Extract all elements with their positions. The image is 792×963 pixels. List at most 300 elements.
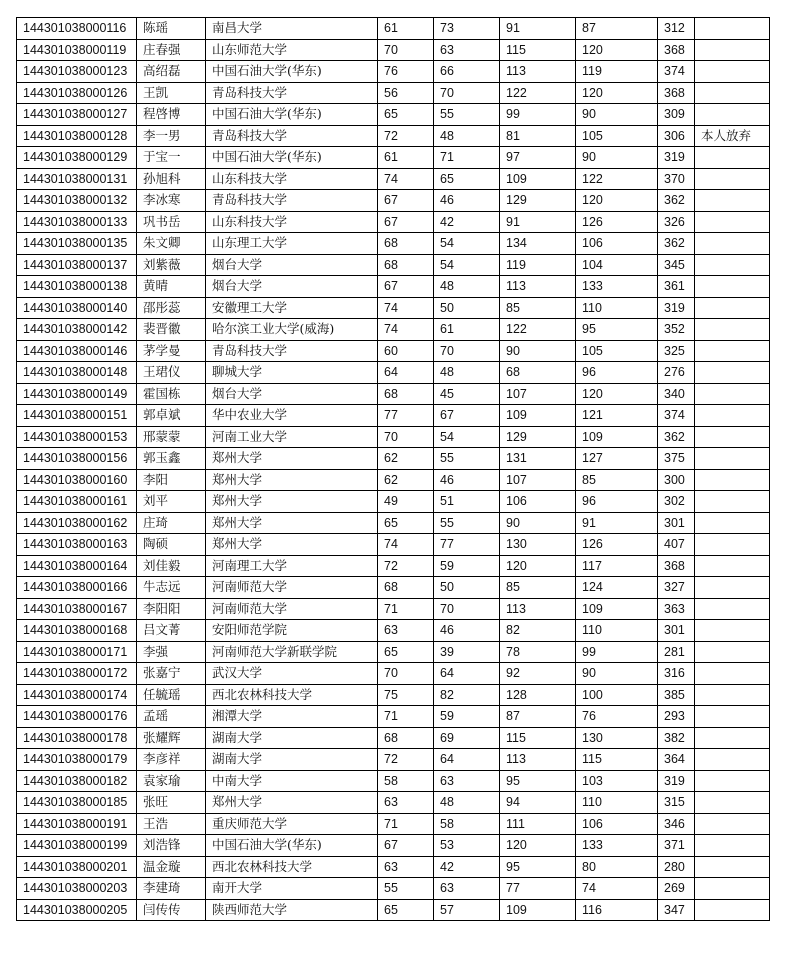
name-cell: 李冰寒 <box>137 190 206 212</box>
score3-cell: 107 <box>500 383 576 405</box>
table-row <box>17 641 770 663</box>
candidate-id-cell: 144301038000133 <box>17 211 137 233</box>
total-cell: 276 <box>658 362 695 384</box>
score1-cell: 67 <box>378 190 434 212</box>
name-cell: 黄晴 <box>137 276 206 298</box>
total-cell: 319 <box>658 147 695 169</box>
candidate-id-cell: 144301038000160 <box>17 469 137 491</box>
school-cell: 烟台大学 <box>206 254 378 276</box>
score4-cell: 85 <box>576 469 658 491</box>
remark-cell <box>695 813 770 835</box>
school-cell: 中国石油大学(华东) <box>206 147 378 169</box>
name-cell: 高绍磊 <box>137 61 206 83</box>
candidate-id-cell: 144301038000182 <box>17 770 137 792</box>
remark-cell <box>695 792 770 814</box>
score1-cell: 68 <box>378 233 434 255</box>
name-cell: 刘紫薇 <box>137 254 206 276</box>
score3-cell: 82 <box>500 620 576 642</box>
school-cell: 湘潭大学 <box>206 706 378 728</box>
score3-cell: 129 <box>500 190 576 212</box>
score3-cell: 94 <box>500 792 576 814</box>
remark-cell <box>695 512 770 534</box>
name-cell: 裴晋徽 <box>137 319 206 341</box>
score-table <box>16 17 770 921</box>
score3-cell: 109 <box>500 168 576 190</box>
candidate-id-cell: 144301038000153 <box>17 426 137 448</box>
remark-cell <box>695 835 770 857</box>
score2-cell: 45 <box>434 383 500 405</box>
score2-cell: 59 <box>434 555 500 577</box>
total-cell: 326 <box>658 211 695 233</box>
score2-cell: 48 <box>434 125 500 147</box>
table-row <box>17 835 770 857</box>
school-cell: 湖南大学 <box>206 749 378 771</box>
score4-cell: 119 <box>576 61 658 83</box>
table-row <box>17 104 770 126</box>
score3-cell: 99 <box>500 104 576 126</box>
score3-cell: 111 <box>500 813 576 835</box>
candidate-id-cell: 144301038000178 <box>17 727 137 749</box>
table-row <box>17 405 770 427</box>
table-row <box>17 555 770 577</box>
table-row <box>17 620 770 642</box>
score2-cell: 63 <box>434 878 500 900</box>
school-cell: 河南师范大学新联学院 <box>206 641 378 663</box>
name-cell: 李彦祥 <box>137 749 206 771</box>
school-cell: 中国石油大学(华东) <box>206 61 378 83</box>
total-cell: 385 <box>658 684 695 706</box>
school-cell: 中国石油大学(华东) <box>206 835 378 857</box>
school-cell: 青岛科技大学 <box>206 82 378 104</box>
candidate-id-cell: 144301038000142 <box>17 319 137 341</box>
score1-cell: 56 <box>378 82 434 104</box>
name-cell: 刘佳毅 <box>137 555 206 577</box>
remark-cell <box>695 620 770 642</box>
score2-cell: 61 <box>434 319 500 341</box>
table-row <box>17 663 770 685</box>
score4-cell: 120 <box>576 190 658 212</box>
score3-cell: 81 <box>500 125 576 147</box>
remark-cell <box>695 297 770 319</box>
total-cell: 362 <box>658 233 695 255</box>
score4-cell: 74 <box>576 878 658 900</box>
candidate-id-cell: 144301038000167 <box>17 598 137 620</box>
remark-cell <box>695 276 770 298</box>
candidate-id-cell: 144301038000162 <box>17 512 137 534</box>
score2-cell: 53 <box>434 835 500 857</box>
score1-cell: 64 <box>378 362 434 384</box>
candidate-id-cell: 144301038000161 <box>17 491 137 513</box>
score2-cell: 54 <box>434 254 500 276</box>
score3-cell: 120 <box>500 835 576 857</box>
name-cell: 吕文菁 <box>137 620 206 642</box>
total-cell: 371 <box>658 835 695 857</box>
remark-cell <box>695 577 770 599</box>
table-row <box>17 448 770 470</box>
score4-cell: 104 <box>576 254 658 276</box>
score1-cell: 63 <box>378 620 434 642</box>
candidate-id-cell: 144301038000171 <box>17 641 137 663</box>
score3-cell: 78 <box>500 641 576 663</box>
score4-cell: 110 <box>576 620 658 642</box>
score2-cell: 48 <box>434 362 500 384</box>
candidate-id-cell: 144301038000164 <box>17 555 137 577</box>
remark-cell <box>695 383 770 405</box>
score3-cell: 115 <box>500 39 576 61</box>
score1-cell: 61 <box>378 147 434 169</box>
score4-cell: 126 <box>576 534 658 556</box>
score4-cell: 133 <box>576 276 658 298</box>
score2-cell: 55 <box>434 448 500 470</box>
remark-cell <box>695 555 770 577</box>
total-cell: 361 <box>658 276 695 298</box>
score3-cell: 113 <box>500 749 576 771</box>
school-cell: 山东科技大学 <box>206 168 378 190</box>
score2-cell: 48 <box>434 276 500 298</box>
remark-cell <box>695 770 770 792</box>
score1-cell: 76 <box>378 61 434 83</box>
candidate-id-cell: 144301038000203 <box>17 878 137 900</box>
remark-cell: 本人放弃 <box>695 125 770 147</box>
score1-cell: 65 <box>378 512 434 534</box>
remark-cell <box>695 684 770 706</box>
candidate-id-cell: 144301038000146 <box>17 340 137 362</box>
remark-cell <box>695 749 770 771</box>
score1-cell: 74 <box>378 297 434 319</box>
score2-cell: 55 <box>434 104 500 126</box>
table-row <box>17 18 770 40</box>
score2-cell: 82 <box>434 684 500 706</box>
score4-cell: 99 <box>576 641 658 663</box>
name-cell: 王珺仪 <box>137 362 206 384</box>
score2-cell: 58 <box>434 813 500 835</box>
remark-cell <box>695 663 770 685</box>
candidate-id-cell: 144301038000174 <box>17 684 137 706</box>
score3-cell: 130 <box>500 534 576 556</box>
school-cell: 郑州大学 <box>206 491 378 513</box>
candidate-id-cell: 144301038000127 <box>17 104 137 126</box>
name-cell: 李阳 <box>137 469 206 491</box>
score4-cell: 127 <box>576 448 658 470</box>
score2-cell: 50 <box>434 297 500 319</box>
candidate-id-cell: 144301038000176 <box>17 706 137 728</box>
candidate-id-cell: 144301038000166 <box>17 577 137 599</box>
total-cell: 382 <box>658 727 695 749</box>
score3-cell: 90 <box>500 340 576 362</box>
total-cell: 368 <box>658 39 695 61</box>
school-cell: 河南理工大学 <box>206 555 378 577</box>
score3-cell: 113 <box>500 276 576 298</box>
candidate-id-cell: 144301038000138 <box>17 276 137 298</box>
remark-cell <box>695 899 770 921</box>
candidate-id-cell: 144301038000140 <box>17 297 137 319</box>
remark-cell <box>695 641 770 663</box>
score1-cell: 74 <box>378 168 434 190</box>
score1-cell: 71 <box>378 813 434 835</box>
candidate-id-cell: 144301038000201 <box>17 856 137 878</box>
remark-cell <box>695 727 770 749</box>
score3-cell: 109 <box>500 405 576 427</box>
table-row <box>17 899 770 921</box>
score3-cell: 122 <box>500 82 576 104</box>
total-cell: 374 <box>658 61 695 83</box>
score3-cell: 122 <box>500 319 576 341</box>
score3-cell: 134 <box>500 233 576 255</box>
score4-cell: 90 <box>576 147 658 169</box>
name-cell: 程啓博 <box>137 104 206 126</box>
score2-cell: 77 <box>434 534 500 556</box>
score2-cell: 51 <box>434 491 500 513</box>
table-row <box>17 211 770 233</box>
remark-cell <box>695 469 770 491</box>
table-row <box>17 383 770 405</box>
score1-cell: 68 <box>378 577 434 599</box>
table-row <box>17 340 770 362</box>
score3-cell: 95 <box>500 770 576 792</box>
school-cell: 郑州大学 <box>206 792 378 814</box>
total-cell: 363 <box>658 598 695 620</box>
name-cell: 陈瑶 <box>137 18 206 40</box>
score2-cell: 63 <box>434 39 500 61</box>
name-cell: 牛志远 <box>137 577 206 599</box>
name-cell: 陶硕 <box>137 534 206 556</box>
name-cell: 刘平 <box>137 491 206 513</box>
score2-cell: 64 <box>434 663 500 685</box>
remark-cell <box>695 856 770 878</box>
school-cell: 陕西师范大学 <box>206 899 378 921</box>
remark-cell <box>695 491 770 513</box>
school-cell: 烟台大学 <box>206 276 378 298</box>
score4-cell: 130 <box>576 727 658 749</box>
score4-cell: 122 <box>576 168 658 190</box>
total-cell: 362 <box>658 426 695 448</box>
candidate-id-cell: 144301038000119 <box>17 39 137 61</box>
name-cell: 李阳阳 <box>137 598 206 620</box>
name-cell: 邢蒙蒙 <box>137 426 206 448</box>
school-cell: 山东师范大学 <box>206 39 378 61</box>
candidate-id-cell: 144301038000148 <box>17 362 137 384</box>
score3-cell: 85 <box>500 297 576 319</box>
score1-cell: 65 <box>378 641 434 663</box>
school-cell: 湖南大学 <box>206 727 378 749</box>
name-cell: 李建琦 <box>137 878 206 900</box>
school-cell: 西北农林科技大学 <box>206 684 378 706</box>
score2-cell: 66 <box>434 61 500 83</box>
remark-cell <box>695 104 770 126</box>
name-cell: 李一男 <box>137 125 206 147</box>
score3-cell: 113 <box>500 61 576 83</box>
score4-cell: 90 <box>576 663 658 685</box>
candidate-id-cell: 144301038000179 <box>17 749 137 771</box>
score4-cell: 116 <box>576 899 658 921</box>
name-cell: 孟瑶 <box>137 706 206 728</box>
score2-cell: 55 <box>434 512 500 534</box>
score4-cell: 76 <box>576 706 658 728</box>
total-cell: 269 <box>658 878 695 900</box>
score1-cell: 63 <box>378 856 434 878</box>
table-row <box>17 512 770 534</box>
total-cell: 312 <box>658 18 695 40</box>
score3-cell: 90 <box>500 512 576 534</box>
score1-cell: 61 <box>378 18 434 40</box>
score4-cell: 126 <box>576 211 658 233</box>
total-cell: 301 <box>658 512 695 534</box>
name-cell: 巩书岳 <box>137 211 206 233</box>
score4-cell: 133 <box>576 835 658 857</box>
score1-cell: 60 <box>378 340 434 362</box>
table-row <box>17 233 770 255</box>
candidate-id-cell: 144301038000123 <box>17 61 137 83</box>
remark-cell <box>695 233 770 255</box>
school-cell: 青岛科技大学 <box>206 340 378 362</box>
total-cell: 407 <box>658 534 695 556</box>
school-cell: 西北农林科技大学 <box>206 856 378 878</box>
name-cell: 刘浩锋 <box>137 835 206 857</box>
remark-cell <box>695 168 770 190</box>
score3-cell: 107 <box>500 469 576 491</box>
candidate-id-cell: 144301038000149 <box>17 383 137 405</box>
remark-cell <box>695 211 770 233</box>
score2-cell: 65 <box>434 168 500 190</box>
remark-cell <box>695 426 770 448</box>
score2-cell: 67 <box>434 405 500 427</box>
score4-cell: 90 <box>576 104 658 126</box>
school-cell: 哈尔滨工业大学(威海) <box>206 319 378 341</box>
score4-cell: 105 <box>576 125 658 147</box>
name-cell: 袁家瑜 <box>137 770 206 792</box>
candidate-id-cell: 144301038000137 <box>17 254 137 276</box>
score2-cell: 70 <box>434 82 500 104</box>
score2-cell: 59 <box>434 706 500 728</box>
candidate-id-cell: 144301038000199 <box>17 835 137 857</box>
school-cell: 重庆师范大学 <box>206 813 378 835</box>
remark-cell <box>695 405 770 427</box>
remark-cell <box>695 319 770 341</box>
score3-cell: 129 <box>500 426 576 448</box>
score4-cell: 117 <box>576 555 658 577</box>
score1-cell: 68 <box>378 254 434 276</box>
remark-cell <box>695 340 770 362</box>
table-row <box>17 125 770 147</box>
score1-cell: 63 <box>378 792 434 814</box>
name-cell: 茅学曼 <box>137 340 206 362</box>
remark-cell <box>695 190 770 212</box>
score1-cell: 75 <box>378 684 434 706</box>
score2-cell: 70 <box>434 340 500 362</box>
candidate-id-cell: 144301038000156 <box>17 448 137 470</box>
score1-cell: 62 <box>378 448 434 470</box>
candidate-id-cell: 144301038000129 <box>17 147 137 169</box>
table-row <box>17 276 770 298</box>
name-cell: 温金璇 <box>137 856 206 878</box>
score4-cell: 120 <box>576 383 658 405</box>
name-cell: 王浩 <box>137 813 206 835</box>
score3-cell: 87 <box>500 706 576 728</box>
school-cell: 郑州大学 <box>206 512 378 534</box>
school-cell: 烟台大学 <box>206 383 378 405</box>
total-cell: 364 <box>658 749 695 771</box>
name-cell: 闫传传 <box>137 899 206 921</box>
school-cell: 青岛科技大学 <box>206 190 378 212</box>
score1-cell: 67 <box>378 211 434 233</box>
remark-cell <box>695 534 770 556</box>
score1-cell: 65 <box>378 104 434 126</box>
score2-cell: 71 <box>434 147 500 169</box>
remark-cell <box>695 598 770 620</box>
remark-cell <box>695 39 770 61</box>
table-row <box>17 813 770 835</box>
score4-cell: 120 <box>576 82 658 104</box>
score2-cell: 42 <box>434 211 500 233</box>
score4-cell: 120 <box>576 39 658 61</box>
table-row <box>17 39 770 61</box>
score3-cell: 68 <box>500 362 576 384</box>
score1-cell: 62 <box>378 469 434 491</box>
score1-cell: 70 <box>378 39 434 61</box>
candidate-id-cell: 144301038000116 <box>17 18 137 40</box>
candidate-id-cell: 144301038000128 <box>17 125 137 147</box>
name-cell: 霍国栋 <box>137 383 206 405</box>
score1-cell: 71 <box>378 598 434 620</box>
name-cell: 李强 <box>137 641 206 663</box>
school-cell: 郑州大学 <box>206 448 378 470</box>
score4-cell: 109 <box>576 426 658 448</box>
remark-cell <box>695 362 770 384</box>
total-cell: 300 <box>658 469 695 491</box>
school-cell: 河南师范大学 <box>206 577 378 599</box>
total-cell: 316 <box>658 663 695 685</box>
score2-cell: 54 <box>434 426 500 448</box>
score1-cell: 72 <box>378 555 434 577</box>
score1-cell: 77 <box>378 405 434 427</box>
score2-cell: 64 <box>434 749 500 771</box>
table-row <box>17 319 770 341</box>
table-row <box>17 168 770 190</box>
table-row <box>17 190 770 212</box>
candidate-id-cell: 144301038000172 <box>17 663 137 685</box>
score1-cell: 49 <box>378 491 434 513</box>
score4-cell: 103 <box>576 770 658 792</box>
score3-cell: 92 <box>500 663 576 685</box>
score1-cell: 70 <box>378 426 434 448</box>
table-row <box>17 534 770 556</box>
table-row <box>17 469 770 491</box>
total-cell: 375 <box>658 448 695 470</box>
total-cell: 306 <box>658 125 695 147</box>
name-cell: 于宝一 <box>137 147 206 169</box>
score1-cell: 68 <box>378 383 434 405</box>
score3-cell: 97 <box>500 147 576 169</box>
school-cell: 河南师范大学 <box>206 598 378 620</box>
score4-cell: 91 <box>576 512 658 534</box>
school-cell: 郑州大学 <box>206 534 378 556</box>
score1-cell: 71 <box>378 706 434 728</box>
table-row <box>17 792 770 814</box>
score4-cell: 106 <box>576 233 658 255</box>
score1-cell: 55 <box>378 878 434 900</box>
school-cell: 青岛科技大学 <box>206 125 378 147</box>
score2-cell: 70 <box>434 598 500 620</box>
score3-cell: 106 <box>500 491 576 513</box>
total-cell: 345 <box>658 254 695 276</box>
candidate-id-cell: 144301038000131 <box>17 168 137 190</box>
school-cell: 南昌大学 <box>206 18 378 40</box>
remark-cell <box>695 878 770 900</box>
school-cell: 河南工业大学 <box>206 426 378 448</box>
school-cell: 中国石油大学(华东) <box>206 104 378 126</box>
score1-cell: 74 <box>378 534 434 556</box>
total-cell: 352 <box>658 319 695 341</box>
